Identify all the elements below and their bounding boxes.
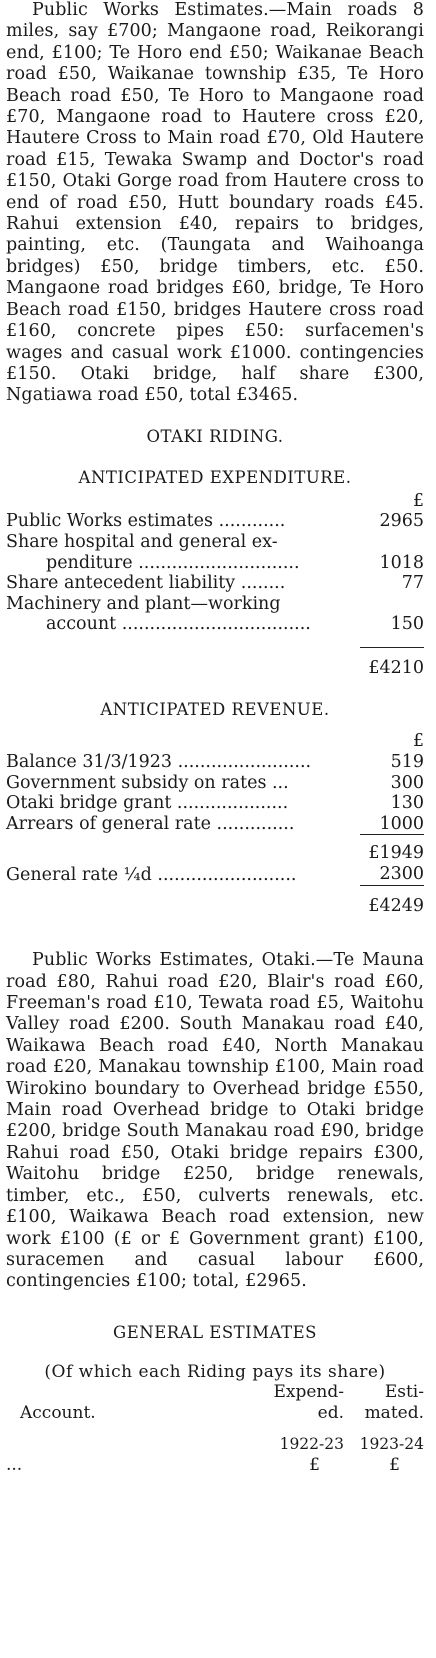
table-row bbox=[6, 614, 424, 635]
expenditure-heading: ANTICIPATED EXPENDITURE. bbox=[78, 467, 352, 487]
row-amount bbox=[360, 594, 424, 615]
revenue-total: £4249 bbox=[360, 885, 424, 916]
currency-symbol: £ bbox=[412, 731, 424, 752]
subtotal-row bbox=[6, 835, 424, 864]
row-amount bbox=[360, 532, 424, 553]
expenditure-total: £4210 bbox=[360, 647, 424, 678]
total-row bbox=[6, 647, 424, 678]
currency-symbol: £ bbox=[309, 1454, 320, 1475]
year-header: 1923-24 bbox=[359, 1434, 424, 1453]
row-label: account .................................. bbox=[46, 614, 311, 635]
otaki-estimates-paragraph: Public Works Estimates, Otaki.—Te Mauna road £80, Rahui road £20, Blair's road £60, Freeman's road £10, Tewata road £5, Waitohu Valley road £200. South Manakau road £40, Waikawa Beach road £40, North Manakau road £20, Manakau township £100, Main road Wirokino boundary to Overhead bridge £550, Main road Overhead bridge to Otaki bridge £200, bridge South Manakau road £90, bridge Rahui road £50, Otaki bridge repairs £300, Waitohu bridge £250, bridge renewals, timber, etc., £50, culverts renewals, etc. £100, Waikawa Beach road extension, new work £100 (£ or £ Government grant) £100, suracemen and casual labour £600, contingencies £100; total, £2965. bbox=[6, 950, 424, 1292]
table-row bbox=[6, 793, 424, 814]
revenue-subtotal: £1949 bbox=[360, 835, 424, 864]
row-amount: 2965 bbox=[379, 511, 424, 532]
row-dots: ... bbox=[6, 1454, 23, 1475]
row-amount: 300 bbox=[390, 772, 424, 793]
general-estimates-columns: Expend- Esti- Account. ed. mated. 1922-23 1923-24 ... £ £ bbox=[6, 1381, 424, 1475]
currency-symbol: £ bbox=[412, 490, 424, 511]
newspaper-column bbox=[6, 0, 424, 1476]
row-label: Government subsidy on rates ... bbox=[6, 772, 289, 793]
estimated-header: Esti- bbox=[384, 1381, 424, 1402]
row-label: Public Works estimates ............ bbox=[6, 511, 286, 532]
row-label: General rate ¼d ......................... bbox=[6, 864, 297, 885]
table-row bbox=[6, 594, 424, 615]
row-label: Machinery and plant—working bbox=[6, 593, 281, 614]
revenue-table bbox=[6, 731, 424, 916]
row-amount: 77 bbox=[401, 573, 424, 594]
row-amount: 130 bbox=[390, 793, 424, 814]
public-works-estimates-paragraph: Public Works Estimates.—Main roads 8 miles, say £700; Mangaone road, Reikorangi end, £100; Te Horo end £50; Waikanae Beach road £50, Waikanae township £35, Te Horo Beach road £50, Te Horo to Mangaone road £70, Mangaone road to Hautere cross £20, Hautere Cross to Main road £70, Old Hautere road £15, Tewaka Swamp and Doctor's road £150, Otaki Gorge road from Hautere cross to end of road £50, Hutt boundary roads £45. Rahui extension £40, repairs to bridges, painting, etc. (Taungata and Waihoanga bridges) £50, bridge timbers, etc. £50. Mangaone road bridges £60, bridge, Te Horo Beach road £150, bridges Hautere cross road £160, concrete pipes £50: surfacemen's wages and casual work £1000. contingencies £150. Otaki bridge, half share £300, Ngatiawa road £50, total £3465. bbox=[6, 0, 424, 406]
table-row bbox=[6, 573, 424, 594]
row-amount: 2300 bbox=[379, 864, 424, 885]
revenue-heading: ANTICIPATED REVENUE. bbox=[100, 700, 330, 720]
table-row bbox=[6, 731, 424, 752]
row-label: Share antecedent liability ........ bbox=[6, 573, 286, 594]
currency-symbol: £ bbox=[389, 1454, 400, 1475]
year-header: 1922-23 bbox=[279, 1434, 344, 1453]
table-row bbox=[6, 773, 424, 794]
table-row bbox=[6, 491, 424, 512]
expenditure-table bbox=[6, 491, 424, 679]
general-estimates-heading: GENERAL ESTIMATES bbox=[113, 1322, 317, 1342]
row-amount: 1000 bbox=[379, 813, 424, 834]
row-amount: 519 bbox=[390, 752, 424, 773]
table-row bbox=[6, 511, 424, 532]
account-header: Account. bbox=[20, 1402, 96, 1423]
row-label: penditure ............................. bbox=[46, 552, 300, 573]
total-row bbox=[6, 885, 424, 916]
table-row bbox=[6, 553, 424, 574]
otaki-riding-heading: OTAKI RIDING. bbox=[146, 426, 284, 446]
row-amount: 150 bbox=[390, 614, 424, 635]
row-label: Share hospital and general ex- bbox=[6, 531, 278, 552]
table-row bbox=[6, 864, 424, 885]
table-row bbox=[6, 752, 424, 773]
table-row bbox=[6, 814, 424, 835]
row-amount: 1018 bbox=[379, 552, 424, 573]
row-label: Otaki bridge grant .................... bbox=[6, 793, 289, 814]
table-row bbox=[6, 635, 424, 648]
expended-header: Expend- bbox=[273, 1381, 344, 1402]
row-label: Balance 31/3/1923 ........................ bbox=[6, 752, 312, 773]
table-row bbox=[6, 532, 424, 553]
row-label: Arrears of general rate .............. bbox=[6, 814, 295, 835]
general-estimates-subheading: (Of which each Riding pays its share) bbox=[44, 1361, 386, 1382]
